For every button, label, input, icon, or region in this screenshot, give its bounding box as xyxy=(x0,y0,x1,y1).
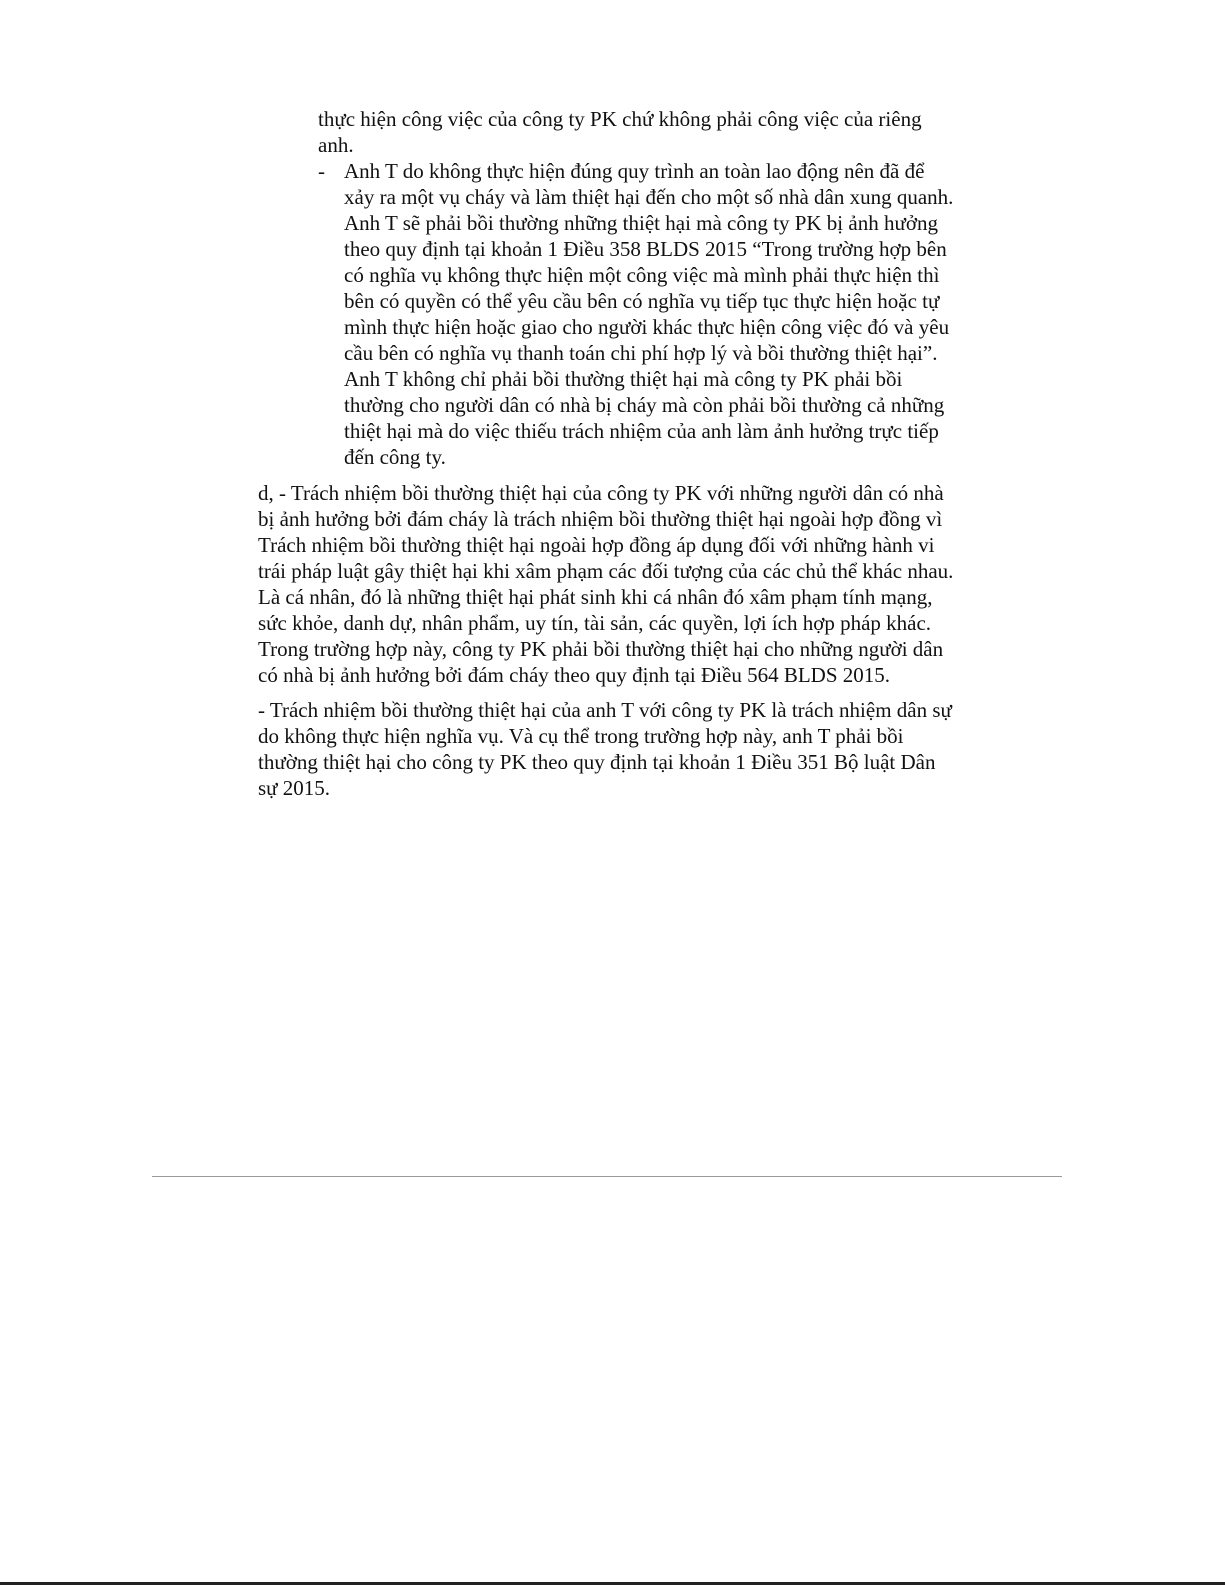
paragraph-liability-anh-t: - Trách nhiệm bồi thường thiệt hại của anh T với công ty PK là trách nhiệm dân sự do không thực hiện nghĩa vụ. Và cụ thể trong trường hợp này, anh T phải bồi thường thiệt hại cho công ty PK theo quy định tại khoản 1 Điều 351 Bộ luật Dân sự 2015. xyxy=(258,698,952,800)
bullet-marker: - xyxy=(318,159,325,183)
continuation-paragraph: thực hiện công việc của công ty PK chứ không phải công việc của riêng anh. xyxy=(318,107,922,157)
page-break-divider xyxy=(152,1176,1062,1177)
paragraph-d: d, - Trách nhiệm bồi thường thiệt hại của công ty PK với những người dân có nhà bị ảnh hưởng bởi đám cháy là trách nhiệm bồi thường thiệt hại ngoài hợp đồng vì Trách nhiệm bồi thường thiệt hại ngoài hợp đồng áp dụng đối với những hành vi trái pháp luật gây thiệt hại khi xâm phạm các đối tượng của các chủ thể khác nhau. Là cá nhân, đó là những thiệt hại phát sinh khi cá nhân đó xâm phạm tính mạng, sức khỏe, danh dự, nhân phẩm, uy tín, tài sản, các quyền, lợi ích hợp pháp khác. Trong trường hợp này, công ty PK phải bồi thường thiệt hại cho những người dân có nhà bị ảnh hưởng bởi đám cháy theo quy định tại Điều 564 BLDS 2015. xyxy=(258,481,954,687)
bullet-paragraph: Anh T do không thực hiện đúng quy trình an toàn lao động nên đã để xảy ra một vụ cháy và làm thiệt hại đến cho một số nhà dân xung quanh. Anh T sẽ phải bồi thường những thiệt hại mà công ty PK bị ảnh hưởng theo quy định tại khoản 1 Điều 358 BLDS 2015 “Trong trường hợp bên có nghĩa vụ không thực hiện một công việc mà mình phải thực hiện thì bên có quyền có thể yêu cầu bên có nghĩa vụ tiếp tục thực hiện hoặc tự mình thực hiện hoặc giao cho người khác thực hiện công việc đó và yêu cầu bên có nghĩa vụ thanh toán chi phí hợp lý và bồi thường thiệt hại”. Anh T không chỉ phải bồi thường thiệt hại mà công ty PK phải bồi thường cho người dân có nhà bị cháy mà còn phải bồi thường cả những thiệt hại mà do việc thiếu trách nhiệm của anh làm ảnh hưởng trực tiếp đến công ty. xyxy=(344,159,954,469)
